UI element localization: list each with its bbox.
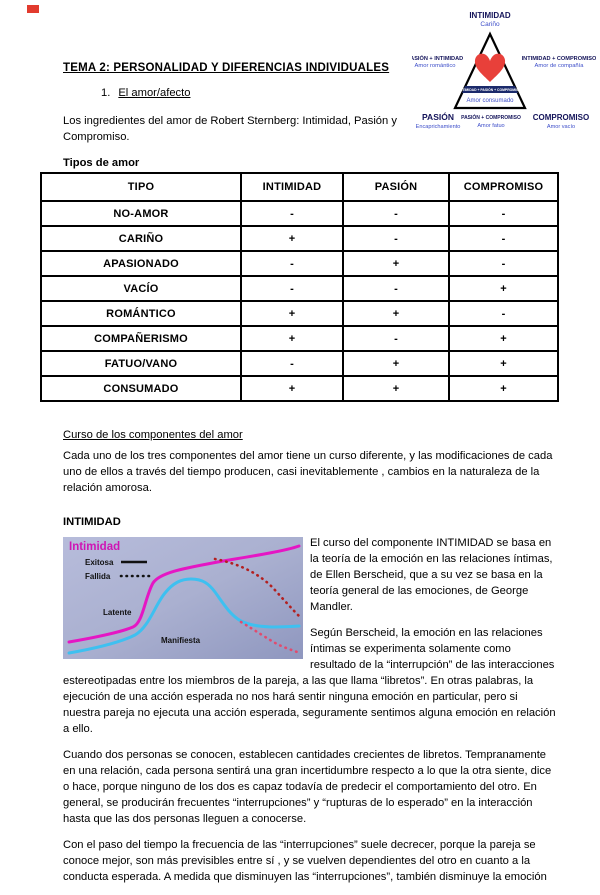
diagram-top-label: INTIMIDAD bbox=[469, 11, 511, 20]
table-row bbox=[41, 251, 558, 276]
chart-label-manifiesta: Manifiesta bbox=[161, 636, 201, 645]
cell-value: - bbox=[449, 226, 558, 251]
cell-tipo: VACÍO bbox=[41, 276, 241, 301]
legend-label-fallida: Fallida bbox=[85, 572, 111, 581]
intimacy-chart-svg bbox=[63, 537, 303, 659]
chart-title: Intimidad bbox=[69, 541, 121, 553]
tipos-de-amor-table bbox=[40, 172, 559, 402]
intimacy-paragraph-2: Según Berscheid, la emoción en las relaciones íntimas se experimenta solamente como resultado de la “interrupción” de las interacciones estereotipadas entre los miembros de la pareja, a las que llama “libretos”. En otras palabras, la ejecución de una acción esperada no nos hará sentir ninguna emoción en particular, pero si nuestra pareja no ejecuta una acción esperada, seguramente sentimos alguna emoción en relación a ello. bbox=[63, 627, 556, 735]
cell-value: + bbox=[343, 301, 449, 326]
table-row bbox=[41, 351, 558, 376]
cell-value: + bbox=[449, 326, 558, 351]
diagram-center-label: INTIMIDAD + PASIÓN + COMPROMISO bbox=[459, 88, 521, 92]
column-header: PASIÓN bbox=[343, 173, 449, 201]
cell-value: + bbox=[343, 251, 449, 276]
cell-value: - bbox=[241, 351, 343, 376]
column-header: INTIMIDAD bbox=[241, 173, 343, 201]
page-title: TEMA 2: PERSONALIDAD Y DIFERENCIAS INDIVIDUALES bbox=[63, 62, 390, 74]
cell-value: + bbox=[449, 376, 558, 401]
table-row bbox=[41, 201, 558, 226]
table-header-row bbox=[41, 173, 558, 201]
cell-value: + bbox=[343, 376, 449, 401]
legend-label-exitosa: Exitosa bbox=[85, 558, 114, 567]
cell-tipo: APASIONADO bbox=[41, 251, 241, 276]
intimacy-paragraph-4: Con el paso del tiempo la frecuencia de las “interrupciones” suele decrecer, porque la pareja se conoce mejor, son más previsibles entre sí , y se vuelven dependientes del otro en cuanto a la conducta esperada. A medida que disminuyen las “interrupciones”, también disminuye la emoción bbox=[63, 839, 547, 883]
cell-value: - bbox=[449, 201, 558, 226]
list-item-number: 1. bbox=[101, 87, 111, 99]
cell-value: + bbox=[449, 351, 558, 376]
diagram-right-label: INTIMIDAD + COMPROMISO bbox=[521, 56, 596, 62]
intimacy-chart-figure bbox=[63, 537, 303, 659]
cell-tipo: ROMÁNTICO bbox=[41, 301, 241, 326]
cell-value: - bbox=[343, 276, 449, 301]
diagram-left-label: PASIÓN + INTIMIDAD bbox=[412, 56, 464, 62]
cell-value: + bbox=[241, 301, 343, 326]
cell-tipo: FATUO/VANO bbox=[41, 351, 241, 376]
cell-value: + bbox=[241, 226, 343, 251]
intimacy-content bbox=[63, 535, 557, 885]
intimacy-section-heading: INTIMIDAD bbox=[63, 516, 121, 528]
diagram-top-caption: Cariño bbox=[480, 21, 500, 28]
cell-value: - bbox=[343, 226, 449, 251]
diagram-bottom-right-label: COMPROMISO bbox=[532, 113, 590, 122]
diagram-right-caption: Amor de compañía bbox=[534, 63, 584, 69]
diagram-bottom-left-label: PASIÓN bbox=[422, 112, 454, 122]
list-item-label: El amor/afecto bbox=[118, 87, 191, 99]
cell-value: - bbox=[449, 251, 558, 276]
diagram-bottom-left-caption: Encaprichamiento bbox=[415, 124, 461, 130]
cell-value: - bbox=[343, 326, 449, 351]
cell-value: - bbox=[241, 251, 343, 276]
cell-value: + bbox=[343, 351, 449, 376]
table-row bbox=[41, 276, 558, 301]
cell-value: + bbox=[241, 326, 343, 351]
cell-value: + bbox=[241, 376, 343, 401]
diagram-left-caption: Amor romántico bbox=[414, 63, 456, 69]
cell-tipo: CARIÑO bbox=[41, 226, 241, 251]
diagram-bottom-mid-label: PASIÓN + COMPROMISO bbox=[461, 115, 521, 121]
course-section-heading: Curso de los componentes del amor bbox=[63, 429, 243, 441]
cell-value: - bbox=[449, 301, 558, 326]
cell-value: + bbox=[449, 276, 558, 301]
cell-tipo: NO-AMOR bbox=[41, 201, 241, 226]
table-row bbox=[41, 301, 558, 326]
intimacy-paragraph-3: Cuando dos personas se conocen, establecen cantidades crecientes de libretos. Tempranamente en una relación, cada persona sentirá una gran incertidumbre respecto a lo que la otra siente, dice o hace, porque ninguno de los dos es capaz todavía de predecir el comportamiento del otro. En general, se producirán frecuentes “interrupciones” y “rupturas de lo esperado” en la interacción hasta que las dos personas lleguen a conocerse. bbox=[63, 749, 552, 825]
table-row bbox=[41, 376, 558, 401]
cell-value: - bbox=[241, 276, 343, 301]
chart-label-latente: Latente bbox=[103, 608, 132, 617]
diagram-bottom-right-caption: Amor vacío bbox=[546, 124, 576, 130]
column-header: COMPROMISO bbox=[449, 173, 558, 201]
cell-value: - bbox=[343, 201, 449, 226]
column-header: TIPO bbox=[41, 173, 241, 201]
intro-paragraph: Los ingredientes del amor de Robert Sternberg: Intimidad, Pasión y Compromiso. bbox=[63, 115, 397, 143]
cell-value: - bbox=[241, 201, 343, 226]
diagram-center-caption: Amor consumado bbox=[466, 98, 514, 104]
cell-tipo: COMPAÑERISMO bbox=[41, 326, 241, 351]
intimacy-paragraph-1: El curso del componente INTIMIDAD se basa en la teoría de la emoción en las relaciones íntimas, de Ellen Berscheid, que a su vez se basa en la teoría general de las emociones, de George Mandler. bbox=[310, 537, 553, 613]
cell-tipo: CONSUMADO bbox=[41, 376, 241, 401]
table-row bbox=[41, 226, 558, 251]
diagram-bottom-mid-caption: Amor fatuo bbox=[477, 123, 505, 129]
table-row bbox=[41, 326, 558, 351]
course-paragraph: Cada uno de los tres componentes del amor tiene un curso diferente, y las modificaciones de cada uno de ellos a través del tiempo producen, casi inevitablemente , cambios en la naturaleza de la relación amorosa. bbox=[63, 450, 553, 494]
list-item-amor-afecto bbox=[101, 87, 557, 99]
table-caption: Tipos de amor bbox=[63, 157, 140, 169]
